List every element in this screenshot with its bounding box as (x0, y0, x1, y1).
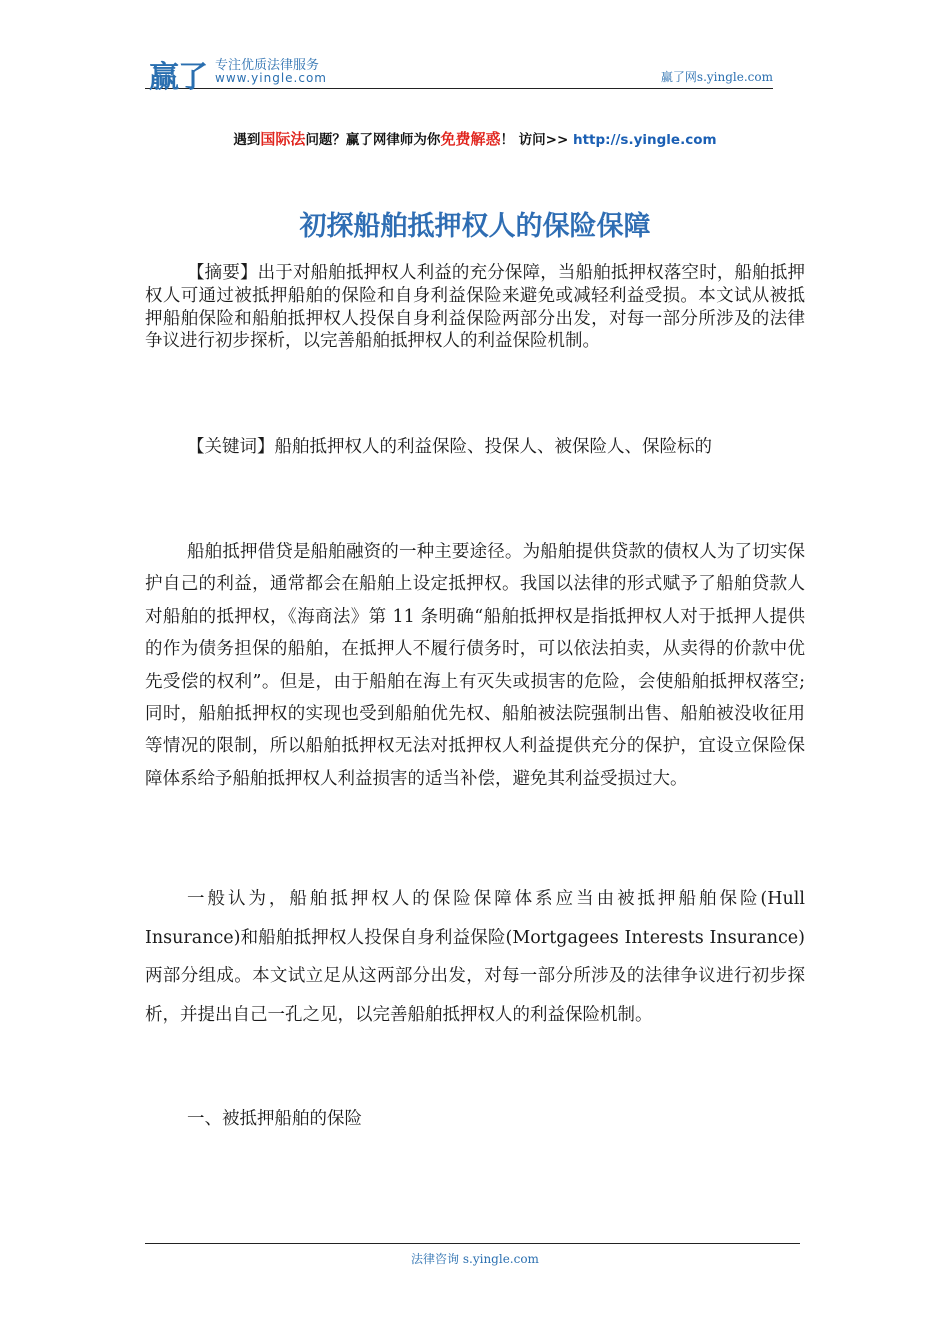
promo-link[interactable]: http://s.yingle.com (572, 132, 717, 148)
promo-banner (0, 128, 950, 149)
promo-prefix: 遇到 (233, 132, 261, 148)
section-heading: 一、被抵押船舶的保险 (187, 1109, 362, 1129)
document-title: 初探船舶抵押权人的保险保障 (299, 211, 651, 242)
promo-middle: 问题？赢了网律师为你 (305, 132, 441, 148)
keywords-paragraph: 【关键词】船舶抵押权人的利益保险、投保人、被保险人、保险标的 (187, 437, 712, 457)
header-site-link[interactable]: 赢了网s.yingle.com (660, 70, 773, 84)
logo-slogan: 专注优质法律服务 (215, 58, 320, 73)
promo-suffix: ！ 访问>> (500, 132, 573, 148)
logo-url[interactable]: www.yingle.com (215, 71, 327, 85)
body-paragraph-2: 一般认为，船舶抵押权人的保险保障体系应当由被抵押船舶保险(Hull Insurance)和船舶抵押权人投保自身利益保险(Mortgagees Interests Insurance)两部分组成。本文试立足从这两部分出发，对每一部分所涉及的法律争议进行初步探析，并提出自己一孔之见，以完善船舶抵押权人的利益保险机制。 (145, 889, 805, 1025)
site-logo[interactable]: 赢了 (149, 60, 207, 95)
promo-highlight: 免费解惑 (440, 130, 501, 148)
footer-divider (145, 1243, 800, 1244)
promo-keyword: 国际法 (260, 130, 306, 148)
footer-link[interactable]: 法律咨询 s.yingle.com (411, 1252, 539, 1266)
abstract-paragraph: 【摘要】出于对船舶抵押权人利益的充分保障，当船舶抵押权落空时，船舶抵押权人可通过被抵押船舶的保险和自身利益保险来避免或减轻利益受损。本文试从被抵押船舶保险和船舶抵押权人投保自身利益保险两部分出发，对每一部分所涉及的法律争议进行初步探析，以完善船舶抵押权人的利益保险机制。 (145, 263, 805, 352)
body-paragraph-1: 船舶抵押借贷是船舶融资的一种主要途径。为船舶提供贷款的债权人为了切实保护自己的利益，通常都会在船舶上设定抵押权。我国以法律的形式赋予了船舶贷款人对船舶的抵押权，《海商法》第 11 条明确“船舶抵押权是指抵押权人对于抵押人提供的作为债务担保的船舶，在抵押人不履行债务时，可以依法拍卖，从卖得的价款中优先受偿的权利”。但是，由于船舶在海上有灭失或损害的危险，会使船舶抵押权落空;同时，船舶抵押权的实现也受到船舶优先权、船舶被法院强制出售、船舶被没收征用等情况的限制，所以船舶抵押权无法对抵押权人利益提供充分的保护，宜设立保险保障体系给予船舶抵押权人利益损害的适当补偿，避免其利益受损过大。 (145, 542, 805, 789)
page-header (145, 50, 773, 95)
